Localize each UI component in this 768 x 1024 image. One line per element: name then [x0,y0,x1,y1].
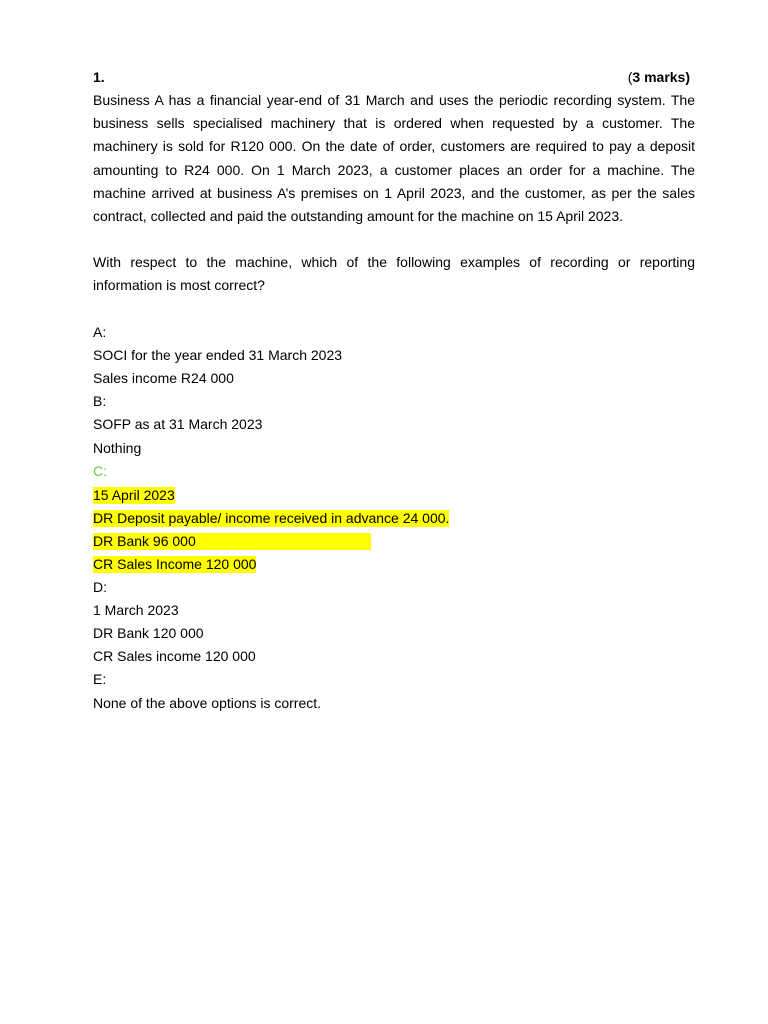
option-b-line-1: SOFP as at 31 March 2023 [93,416,263,433]
option-a-line-2: Sales income R24 000 [93,370,234,386]
option-c-label: C: [93,462,107,479]
option-c[interactable] [93,460,695,576]
marks-text: 3 marks) [632,69,690,85]
question-body: Business A has a financial year-end of 31 March and uses the periodic recording system. The business sells specialised machinery that is ordered when requested by a customer. The machinery is sold for R120 000. On the date of order, customers are required to pay a deposit amounting to R24 000. On 1 March 2023, a customer places an order for a machine. The machine arrived at business A’s premises on 1 April 2023, and the customer, as per the sales contract, collected and paid the outstanding amount for the machine on 15 April 2023. [93,92,695,225]
option-c-line-3: DR Bank 96 000 [93,533,371,550]
option-a-line-1: SOCI for the year ended 31 March 2023 [93,346,343,363]
question-page [93,67,695,715]
question-header [93,67,695,87]
option-b-label: B: [93,393,107,410]
option-c-line-1: 15 April 2023 [93,486,175,503]
option-b-line-2: Nothing [93,439,142,456]
option-e-label: E: [93,671,107,688]
option-c-line-4: CR Sales Income 120 000 [93,556,257,573]
question-number: 1. [93,69,105,85]
answer-options [93,321,695,715]
option-d-line-1: 1 March 2023 [93,601,179,618]
option-e[interactable] [93,668,695,714]
option-a-label: A: [93,323,107,340]
option-a[interactable] [93,321,695,391]
option-d-label: D: [93,578,107,595]
question-marks [628,67,690,87]
option-d[interactable] [93,576,695,669]
option-b[interactable] [93,390,695,460]
option-d-line-2: DR Bank 120 000 [93,625,204,642]
marks-open-paren: ( [627,69,633,85]
question-prompt: With respect to the machine, which of the following examples of recording or reporting information is most correct? [93,254,695,294]
option-c-line-2: DR Deposit payable/ income received in advance 24 000. [93,509,450,526]
option-e-line-1: None of the above options is correct. [93,694,322,711]
option-d-line-3: CR Sales income 120 000 [93,648,256,665]
